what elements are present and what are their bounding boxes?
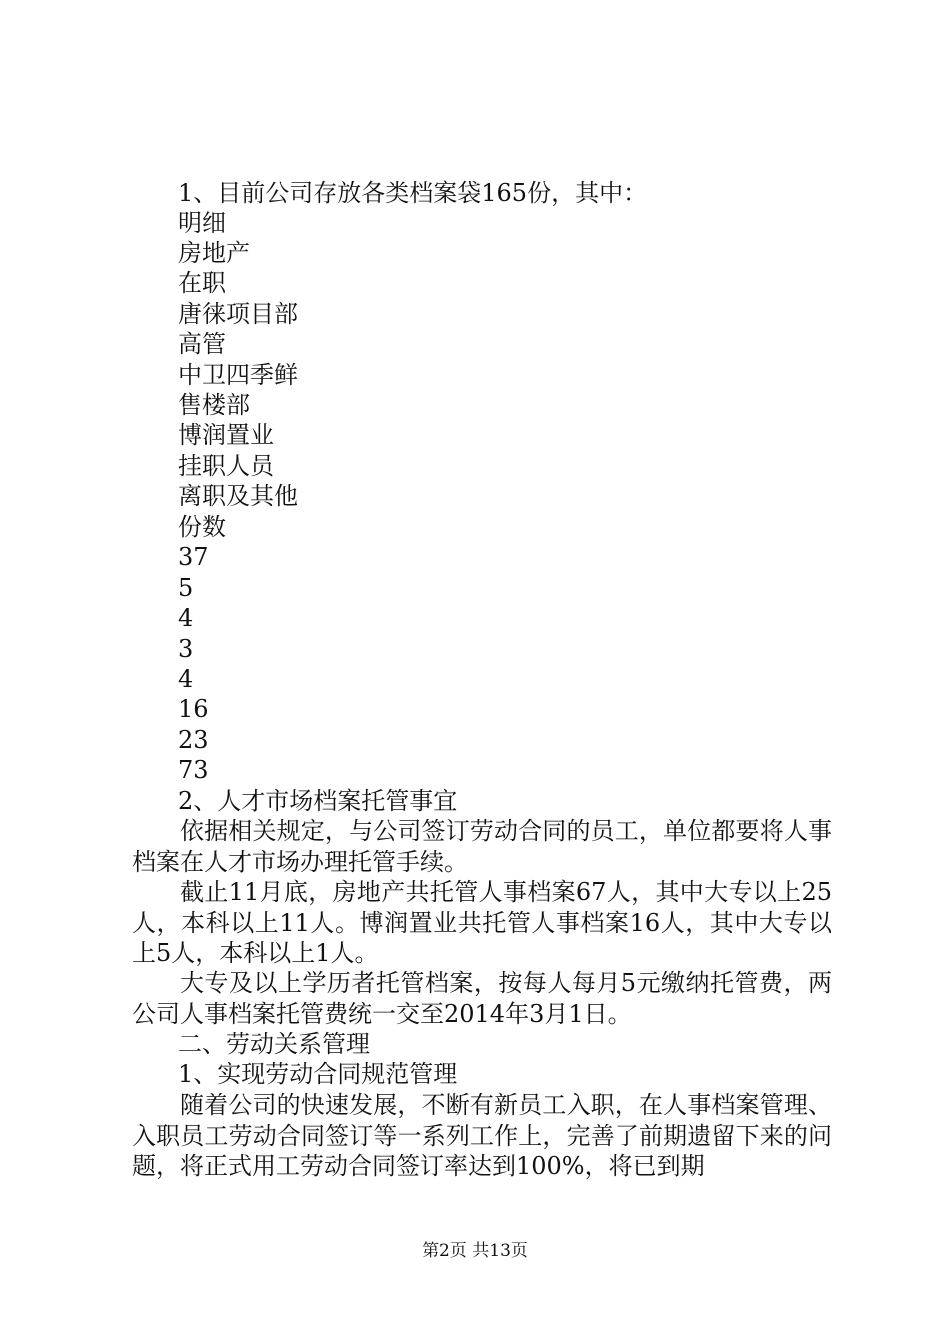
- category-item: 高管: [178, 330, 226, 358]
- intro-line: 1、目前公司存放各类档案袋165份，其中：: [178, 179, 648, 207]
- category-item: 份数: [178, 513, 226, 541]
- count-item: 4: [178, 665, 194, 693]
- count-item: 4: [178, 604, 194, 632]
- category-item: 博润置业: [178, 421, 274, 449]
- category-item: 售楼部: [178, 391, 250, 419]
- category-item: 在职: [178, 269, 226, 297]
- section-heading: 二、劳动关系管理: [178, 1030, 370, 1058]
- page-footer: 第2页 共13页: [422, 1241, 528, 1261]
- section-heading: 2、人才市场档案托管事宜: [178, 787, 458, 815]
- paragraph: 截止11月底，房地产共托管人事档案67人，其中大专以上25人，本科以上11人。博润置业共托管人事档案16人，其中大专以上5人，本科以上1人。: [132, 878, 832, 967]
- subsection-heading: 1、实现劳动合同规范管理: [178, 1060, 458, 1088]
- count-item: 16: [178, 695, 209, 723]
- count-item: 3: [178, 635, 194, 663]
- paragraph: 大专及以上学历者托管档案，按每人每月5元缴纳托管费，两公司人事档案托管费统一交至2014年3月1日。: [132, 969, 832, 1028]
- count-item: 73: [178, 756, 209, 784]
- category-item: 中卫四季鲜: [178, 361, 298, 389]
- category-item: 房地产: [178, 239, 250, 267]
- category-item: 明细: [178, 209, 226, 237]
- count-item: 23: [178, 726, 209, 754]
- count-item: 37: [178, 543, 209, 571]
- paragraph: 随着公司的快速发展，不断有新员工入职，在人事档案管理、入职员工劳动合同签订等一系列工作上，完善了前期遗留下来的问题，将正式用工劳动合同签订率达到100%，将已到期: [132, 1091, 832, 1180]
- paragraph: 依据相关规定，与公司签订劳动合同的员工，单位都要将人事档案在人才市场办理托管手续。: [132, 817, 832, 876]
- category-item: 唐徕项目部: [178, 300, 298, 328]
- category-item: 离职及其他: [178, 482, 298, 510]
- count-item: 5: [178, 574, 194, 602]
- category-item: 挂职人员: [178, 452, 274, 480]
